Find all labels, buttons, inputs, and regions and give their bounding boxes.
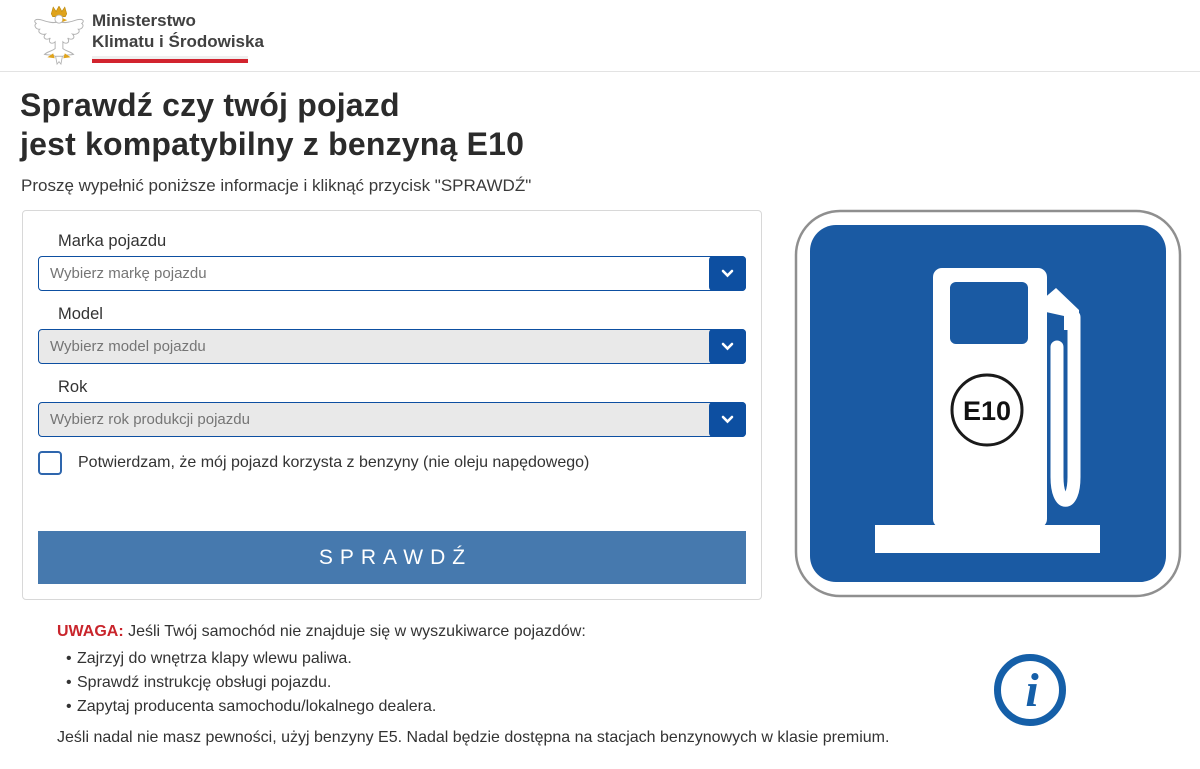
model-select-placeholder: Wybierz model pojazdu	[50, 338, 206, 355]
flag-underline	[92, 56, 248, 63]
ministry-name-line1: Ministerstwo	[92, 11, 196, 30]
model-label: Model	[58, 305, 103, 323]
year-select[interactable]	[38, 402, 746, 437]
list-item: • Sprawdź instrukcję obsługi pojazdu.	[57, 671, 977, 695]
petrol-confirmation-checkbox[interactable]	[38, 451, 62, 475]
page-title-line2: jest kompatybilny z benzyną E10	[20, 126, 525, 162]
page-title-line1: Sprawdź czy twój pojazd	[20, 87, 400, 123]
coat-of-arms-icon	[30, 6, 88, 68]
warning-label: UWAGA:	[57, 623, 124, 640]
notes-section	[57, 620, 977, 749]
chevron-down-icon	[721, 338, 734, 356]
chevron-down-icon	[721, 265, 734, 283]
list-item: • Zajrzyj do wnętrza klapy wlewu paliwa.	[57, 647, 977, 671]
petrol-confirmation-row	[38, 451, 746, 475]
brand-select[interactable]	[38, 256, 746, 291]
year-select-placeholder: Wybierz rok produkcji pojazdu	[50, 411, 250, 428]
ministry-name	[92, 10, 264, 52]
header	[0, 0, 1200, 72]
warning-bullet-list	[57, 647, 977, 719]
page-title	[20, 86, 524, 164]
year-label: Rok	[58, 378, 88, 396]
page-subtitle: Proszę wypełnić poniższe informacje i kliknąć przycisk "SPRAWDŹ"	[21, 176, 532, 195]
model-select-dropdown-button[interactable]	[709, 329, 746, 364]
year-select-dropdown-button[interactable]	[709, 402, 746, 437]
chevron-down-icon	[721, 411, 734, 429]
petrol-confirmation-label: Potwierdzam, że mój pojazd korzysta z benzyny (nie oleju napędowego)	[78, 454, 590, 471]
brand-select-placeholder: Wybierz markę pojazdu	[50, 265, 207, 282]
warning-text: Jeśli Twój samochód nie znajduje się w wyszukiwarce pojazdów:	[123, 623, 586, 640]
warning-line	[57, 620, 977, 643]
e10-badge-text: E10	[962, 396, 1012, 426]
ministry-name-line2: Klimatu i Środowiska	[92, 32, 264, 51]
brand-select-dropdown-button[interactable]	[709, 256, 746, 291]
e5-fallback-note: Jeśli nadal nie masz pewności, użyj benzyny E5. Nadal będzie dostępna na stacjach benzynowych w klasie premium.	[57, 729, 890, 746]
info-icon[interactable]	[990, 650, 1070, 730]
vehicle-form-card	[22, 210, 762, 600]
model-select[interactable]	[38, 329, 746, 364]
brand-label: Marka pojazdu	[58, 232, 167, 250]
e10-fuel-pump-sign	[793, 209, 1183, 599]
svg-text:i: i	[1025, 664, 1039, 717]
list-item: • Zapytaj producenta samochodu/lokalnego dealera.	[57, 695, 977, 719]
check-button[interactable]: SPRAWDŹ	[38, 531, 746, 584]
